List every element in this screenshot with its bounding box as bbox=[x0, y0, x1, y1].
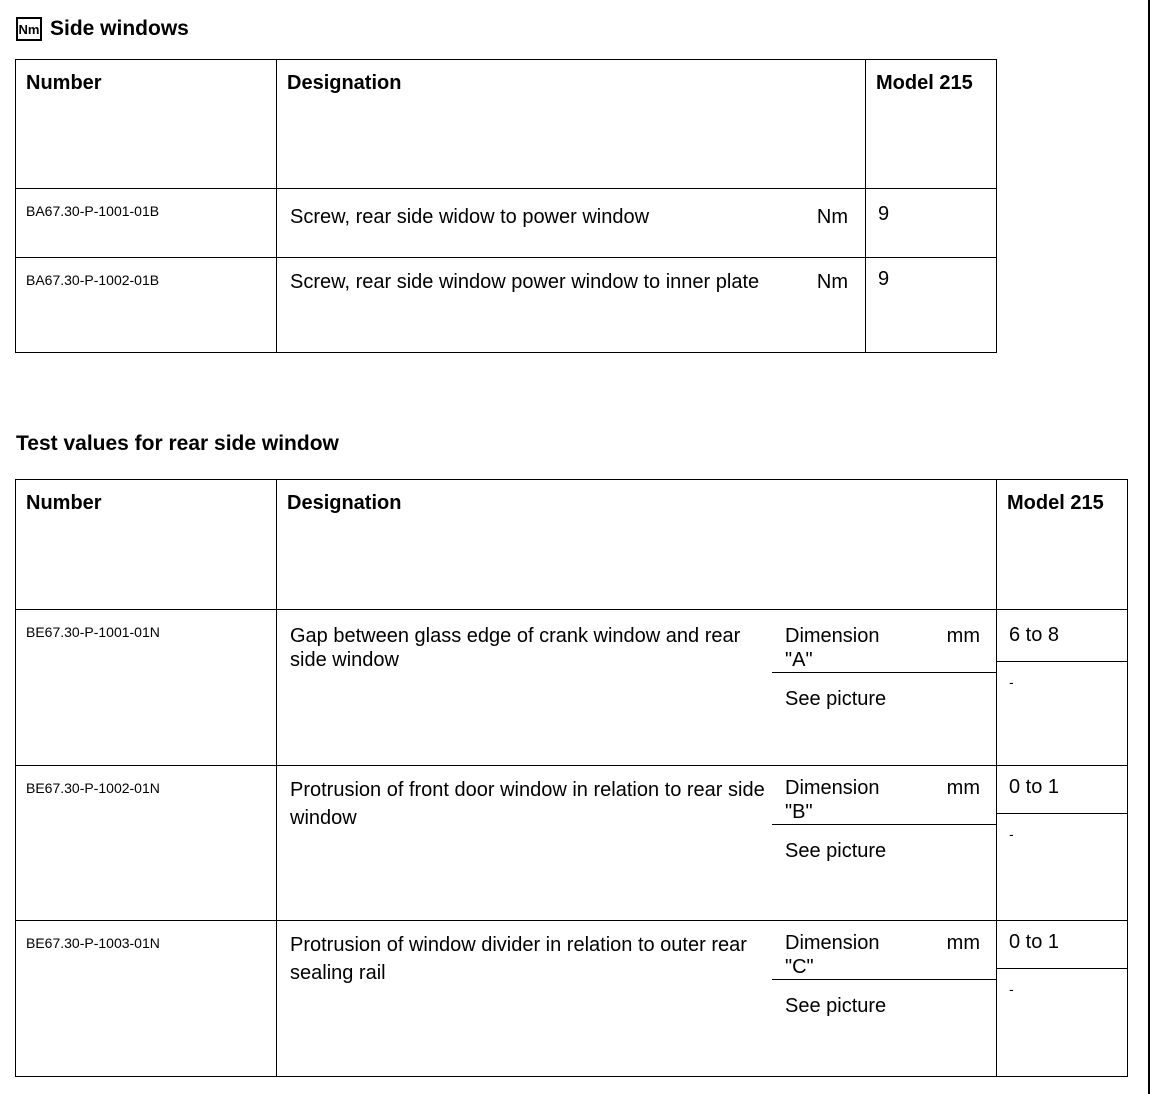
see-picture-label: See picture bbox=[785, 840, 887, 862]
row-designation bbox=[277, 189, 866, 258]
dimension-block bbox=[785, 921, 996, 1018]
table-row bbox=[16, 258, 997, 353]
table-row bbox=[16, 610, 1128, 766]
see-picture-value: - bbox=[1009, 674, 1014, 690]
row-value bbox=[997, 766, 1128, 921]
row-designation bbox=[277, 921, 997, 1077]
row-number: BE67.30-P-1001-01N bbox=[16, 610, 277, 766]
table-header-row bbox=[16, 480, 1128, 610]
section-title: Side windows bbox=[50, 17, 189, 40]
row-value: 9 bbox=[866, 189, 997, 258]
row-number: BE67.30-P-1003-01N bbox=[16, 921, 277, 1077]
unit-text: Nm bbox=[816, 271, 848, 293]
row-designation bbox=[277, 766, 997, 921]
designation-text: Protrusion of window divider in relation to outer rear sealing rail bbox=[290, 934, 747, 984]
section-heading-side-windows bbox=[16, 14, 189, 44]
table-row bbox=[16, 189, 997, 258]
header-number: Number bbox=[16, 480, 277, 610]
unit-text: mm bbox=[946, 625, 980, 647]
header-designation: Designation bbox=[277, 480, 997, 610]
header-model: Model 215 bbox=[997, 480, 1128, 610]
dimension-block bbox=[785, 766, 996, 863]
row-designation bbox=[277, 610, 997, 766]
header-designation: Designation bbox=[277, 60, 866, 189]
row-number: BE67.30-P-1002-01N bbox=[16, 766, 277, 921]
unit-text: Nm bbox=[816, 206, 848, 228]
see-picture-value: - bbox=[1009, 826, 1014, 842]
header-model: Model 215 bbox=[866, 60, 997, 189]
row-value bbox=[997, 921, 1128, 1077]
section-heading-test-values: Test values for rear side window bbox=[16, 432, 339, 455]
table-header-row bbox=[16, 60, 997, 189]
torque-table bbox=[15, 59, 997, 353]
page-edge-line bbox=[1148, 0, 1150, 1094]
row-designation bbox=[277, 258, 866, 353]
designation-text: Screw, rear side window power window to inner plate bbox=[290, 271, 760, 293]
row-value: 9 bbox=[866, 258, 997, 353]
value-text: 0 to 1 bbox=[997, 766, 1127, 814]
table-row bbox=[16, 766, 1128, 921]
unit-text: mm bbox=[946, 932, 980, 954]
designation-text: Screw, rear side widow to power window bbox=[290, 206, 650, 228]
row-value bbox=[997, 610, 1128, 766]
value-text: 6 to 8 bbox=[997, 610, 1127, 662]
see-picture-label: See picture bbox=[785, 688, 887, 710]
header-number: Number bbox=[16, 60, 277, 189]
row-number: BA67.30-P-1001-01B bbox=[16, 189, 277, 258]
dimension-block bbox=[785, 610, 996, 711]
designation-text: Protrusion of front door window in relation to rear side window bbox=[290, 779, 765, 829]
value-text: 0 to 1 bbox=[997, 921, 1127, 969]
designation-text: Gap between glass edge of crank window and rear side window bbox=[290, 625, 741, 671]
torque-nm-icon: Nm bbox=[16, 17, 42, 41]
unit-text: mm bbox=[946, 777, 980, 799]
dimension-label: Dimension "C" bbox=[785, 932, 880, 978]
see-picture-value: - bbox=[1009, 981, 1014, 997]
test-values-table bbox=[15, 479, 1128, 1077]
dimension-label: Dimension "A" bbox=[785, 625, 880, 671]
table-row bbox=[16, 921, 1128, 1077]
see-picture-label: See picture bbox=[785, 995, 887, 1017]
dimension-label: Dimension "B" bbox=[785, 777, 880, 823]
row-number: BA67.30-P-1002-01B bbox=[16, 258, 277, 353]
